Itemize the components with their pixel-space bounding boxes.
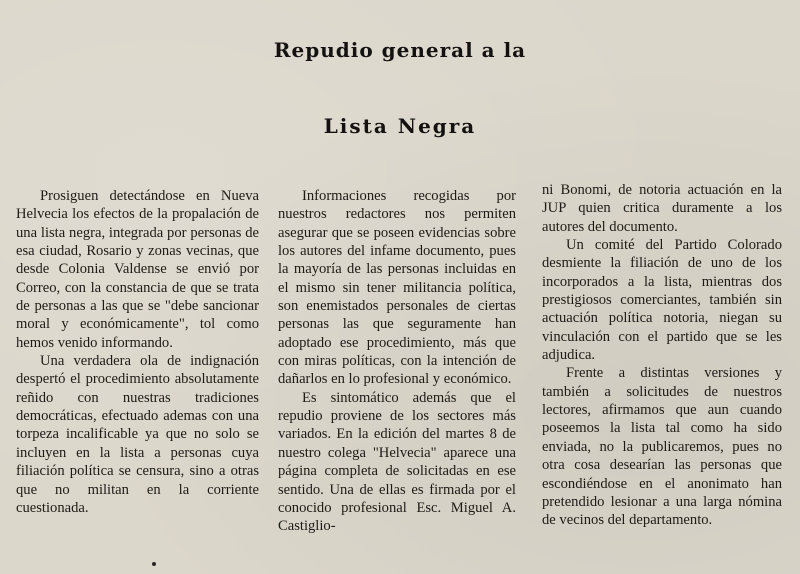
article-column-1 — [16, 187, 259, 517]
column-3-continued-text: ni Bonomi, de notoria actuación en la JUP quien critica duramente a los autores del documento. — [542, 182, 782, 235]
column-1-paragraph-1: Prosiguen detectándose en Nueva Helvecia los efectos de la propalación de una lista negra, integrada por personas de esa ciudad, Rosario y zonas vecinas, que desde Colonia Valdense se envió por Correo, con la constancia de que se trata de personas a las que se "debe sancionar moral y económicamente", tol como hemos venido informando. — [16, 188, 259, 351]
column-2-paragraph-1: Informaciones recogidas por nuestros redactores nos permiten asegurar que se poseen evidencias sobre los autores del infame documento, pues la mayoría de las personas incluidas en el mismo sin tener militancia política, son enemistados personales de ciertas personas las que seguramente han adoptado ese procedimiento, más que con miras políticas, con la intención de dañarlos en lo profesional y económico. — [278, 188, 516, 388]
headline-line-2: Lista Negra — [323, 114, 477, 138]
ink-speck — [152, 562, 156, 566]
column-3-paragraph-1: Un comité del Partido Colorado desmiente la filiación de uno de los incorporados a la lista, mientras dos prestigiosos comerciantes, también sin actuación política notoria, niegan su vinculación con el partido que se les adjudica. — [542, 237, 782, 364]
column-3-paragraph-2: Frente a distintas versiones y también a solicitudes de nuestros lectores, afirmamos que aun cuando poseemos la lista tal como ha sido enviada, no la publicaremos, pues no otra cosa desearían las personas que escondiéndose en el anonimato han pretendido lesionar a una larga nómina de vecinos del departamento. — [542, 365, 782, 529]
article-column-3 — [542, 181, 782, 530]
article-column-2 — [278, 187, 516, 536]
column-1-paragraph-2: Una verdadera ola de indignación despertó el procedimiento absolutamente reñido con nuestras tradiciones democráticas, efectuado ademas con una torpeza incalificable ya que no solo se incluyen en la lista a personas cuya filiación política se censura, sino a otras que no militan en la corriente cuestionada. — [16, 353, 259, 516]
headline-line-1: Repudio general a la — [273, 38, 527, 62]
column-2-paragraph-2: Es sintomático además que el repudio proviene de los sectores más variados. En la edición del martes 8 de nuestro colega "Helvecia" aparece una página completa de solicitadas en ese sentido. Una de ellas es firmada por el conocido profesional Esc. Miguel A. Castiglio- — [278, 389, 516, 535]
